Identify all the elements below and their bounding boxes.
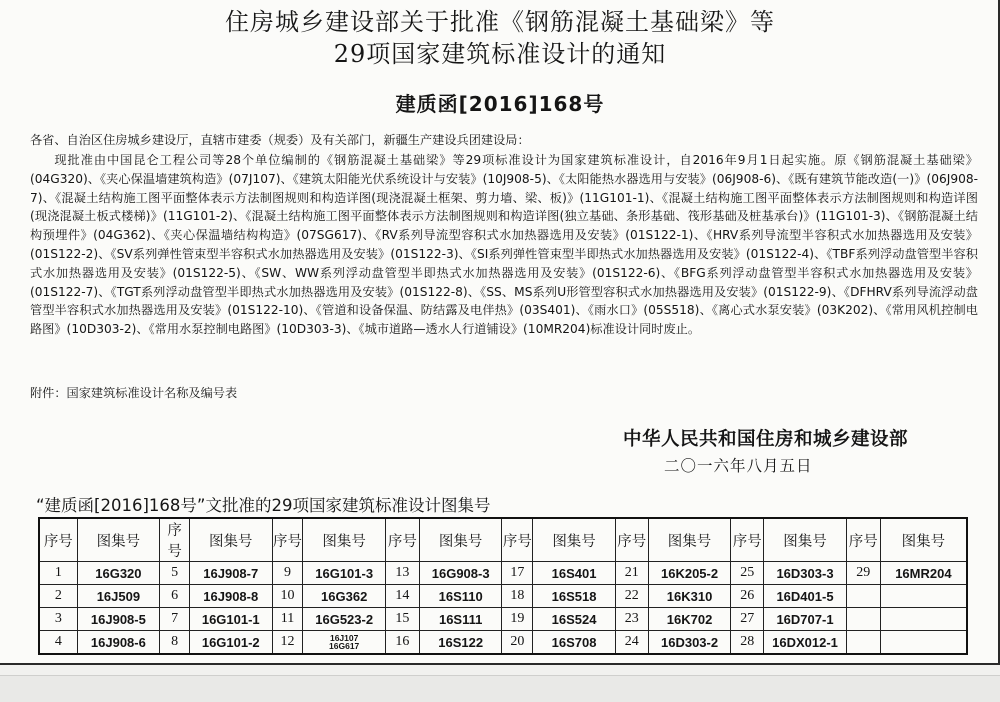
cell-seq-no: 17 (502, 562, 533, 585)
cell-atlas-code: 16S111 (419, 608, 501, 631)
header-code: 图集号 (303, 518, 385, 562)
attachment-line: 附件：国家建筑标准设计名称及编号表 (30, 386, 238, 400)
cell-seq-no: 29 (846, 562, 880, 585)
cell-atlas-code: 16K310 (648, 585, 730, 608)
cell-atlas-code: 16G908-3 (419, 562, 501, 585)
cell-seq-no: 5 (160, 562, 190, 585)
cell-seq-no: 22 (615, 585, 648, 608)
document-number: 建质函[2016]168号 (395, 92, 605, 116)
header-code: 图集号 (648, 518, 730, 562)
cell-atlas-code: 16G101-3 (303, 562, 385, 585)
cell-seq-no: 8 (160, 631, 190, 655)
table-row (39, 631, 967, 655)
cell-atlas-code: 16S110 (419, 585, 501, 608)
cell-seq-no: 6 (160, 585, 190, 608)
cell-atlas-code: 16D303-3 (764, 562, 846, 585)
cell-seq-no: 24 (615, 631, 648, 655)
header-no: 序号 (731, 518, 764, 562)
header-no: 序号 (160, 518, 190, 562)
cell-atlas-code: 16G101-2 (190, 631, 272, 655)
table-header-row (39, 518, 967, 562)
notice-title-line2: 29项国家建筑标准设计的通知 (333, 40, 667, 68)
cell-seq-no: 15 (385, 608, 419, 631)
cell-atlas-code (880, 631, 967, 655)
header-no: 序号 (39, 518, 77, 562)
cell-atlas-code: 16D707-1 (764, 608, 846, 631)
cell-atlas-code: 16J509 (77, 585, 159, 608)
cell-atlas-code: 16S708 (533, 631, 615, 655)
cell-seq-no: 18 (502, 585, 533, 608)
cell-seq-no: 13 (385, 562, 419, 585)
cell-atlas-code: 16S401 (533, 562, 615, 585)
cell-seq-no: 28 (731, 631, 764, 655)
header-no: 序号 (272, 518, 303, 562)
cell-seq-no: 4 (39, 631, 77, 655)
header-code: 图集号 (764, 518, 846, 562)
header-no: 序号 (615, 518, 648, 562)
header-code: 图集号 (533, 518, 615, 562)
cell-seq-no: 12 (272, 631, 303, 655)
cell-atlas-code: 16S122 (419, 631, 501, 655)
cell-atlas-code: 16K702 (648, 608, 730, 631)
addressee: 各省、自治区住房城乡建设厅，直辖市建委（规委）及有关部门，新疆生产建设兵团建设局： (30, 133, 530, 147)
cell-atlas-code: 16DX012-1 (764, 631, 846, 655)
cell-atlas-code: 16K205-2 (648, 562, 730, 585)
header-no: 序号 (385, 518, 419, 562)
cell-seq-no: 16 (385, 631, 419, 655)
cell-seq-no: 2 (39, 585, 77, 608)
cell-atlas-code: 16G523-2 (303, 608, 385, 631)
header-code: 图集号 (880, 518, 967, 562)
cell-atlas-code: 16J908-7 (190, 562, 272, 585)
cell-atlas-code: 16J107 16G617 (303, 631, 385, 655)
cell-seq-no: 25 (731, 562, 764, 585)
cell-atlas-code: 16J908-8 (190, 585, 272, 608)
cell-seq-no: 27 (731, 608, 764, 631)
cell-atlas-code: 16S524 (533, 608, 615, 631)
cell-seq-no: 7 (160, 608, 190, 631)
header-no: 序号 (502, 518, 533, 562)
cell-atlas-code: 16G362 (303, 585, 385, 608)
header-code: 图集号 (419, 518, 501, 562)
cell-seq-no (846, 585, 880, 608)
signature-date: 二〇一六年八月五日 (664, 457, 813, 475)
signature-organization: 中华人民共和国住房和城乡建设部 (622, 429, 908, 450)
cell-seq-no: 21 (615, 562, 648, 585)
cell-atlas-code: 16J908-5 (77, 608, 159, 631)
cell-seq-no: 14 (385, 585, 419, 608)
header-code: 图集号 (190, 518, 272, 562)
cell-seq-no (846, 631, 880, 655)
cell-seq-no: 20 (502, 631, 533, 655)
cell-seq-no: 3 (39, 608, 77, 631)
cell-seq-no: 1 (39, 562, 77, 585)
cell-seq-no: 11 (272, 608, 303, 631)
cell-atlas-code (880, 608, 967, 631)
bottom-strip (0, 675, 1000, 702)
cell-atlas-code: 16D401-5 (764, 585, 846, 608)
notice-body: 现批准由中国昆仑工程公司等28个单位编制的《钢筋混凝土基础梁》等29项标准设计为国家建筑标准设计，自2016年9月1日起实施。原《钢筋混凝土基础梁》(04G320)、《夹心保温墙建筑构造》(07J107)、《建筑太阳能光伏系统设计与安装》(10J908-5)、《太阳能热水器选用与安装》(06J908-6)、《既有建筑节能改造(一)》(06J908-7)、《混凝土结构施工图平面整体表示方法制图规则和构造详图(现浇混凝土框架、剪力墙、梁、板)》(11G101-1)、《混凝土结构施工图平面整体表示方法制图规则和构造详图(现浇混凝土板式楼梯)》(11G101-2)、《混凝土结构施工图平面整体表示方法制图规则和构造详图(独立基础、条形基础、筏形基础及桩基承台)》(11G101-3)、《钢筋混凝土结构预埋件》(04G362)、《夹心保温墙结构构造》(07SG617)、《RV系列导流型容积式水加热器选用及安装》(01S122-1)、《HRV系列导流型半容积式水加热器选用及安装》(01S122-2)、《SV系列弹性管束型半容积式水加热器选用及安装》(01S122-3)、《SI系列弹性管束型半即热式水加热器选用及安装》(01S122-4)、《TBF系列浮动盘管型半容积式水加热器选用及安装》(01S122-5)、《SW、WW系列浮动盘管型半即热式水加热器选用及安装》(01S122-6)、《BFG系列浮动盘管型半容积式水加热器选用及安装》(01S122-7)、《TGT系列浮动盘管型半即热式水加热器选用及安装》(01S122-8)、《SS、MS系列U形管型容积式水加热器选用及安装》(01S122-9)、《DFHRV系列导流浮动盘管型半容积式水加热器选用及安装》(01S122-10)、《管道和设备保温、防结露及电伴热》(03S401)、《雨水口》(05S518)、《离心式水泵安装》(03K202)、《常用风机控制电路图》(10D303-2)、《常用水泵控制电路图》(10D303-3)、《城市道路—透水人行道铺设》(10MR204)标准设计同时废止。 (30, 153, 978, 337)
cell-atlas-code: 16G101-1 (190, 608, 272, 631)
cell-seq-no: 10 (272, 585, 303, 608)
header-code: 图集号 (77, 518, 159, 562)
table-title: “建质函[2016]168号”文批准的29项国家建筑标准设计图集号 (36, 496, 491, 515)
cell-atlas-code: 16MR204 (880, 562, 967, 585)
cell-seq-no (846, 608, 880, 631)
cell-atlas-code: 16J908-6 (77, 631, 159, 655)
table-row (39, 585, 967, 608)
cell-seq-no: 9 (272, 562, 303, 585)
table-row (39, 562, 967, 585)
notice-title-line1: 住房城乡建设部关于批准《钢筋混凝土基础梁》等 (225, 8, 775, 36)
cell-atlas-code (880, 585, 967, 608)
cell-atlas-code: 16S518 (533, 585, 615, 608)
cell-atlas-code: 16G320 (77, 562, 159, 585)
header-no: 序号 (846, 518, 880, 562)
table-row (39, 608, 967, 631)
cell-seq-no: 26 (731, 585, 764, 608)
atlas-number-table (38, 517, 968, 655)
cell-atlas-code: 16D303-2 (648, 631, 730, 655)
cell-seq-no: 23 (615, 608, 648, 631)
cell-seq-no: 19 (502, 608, 533, 631)
